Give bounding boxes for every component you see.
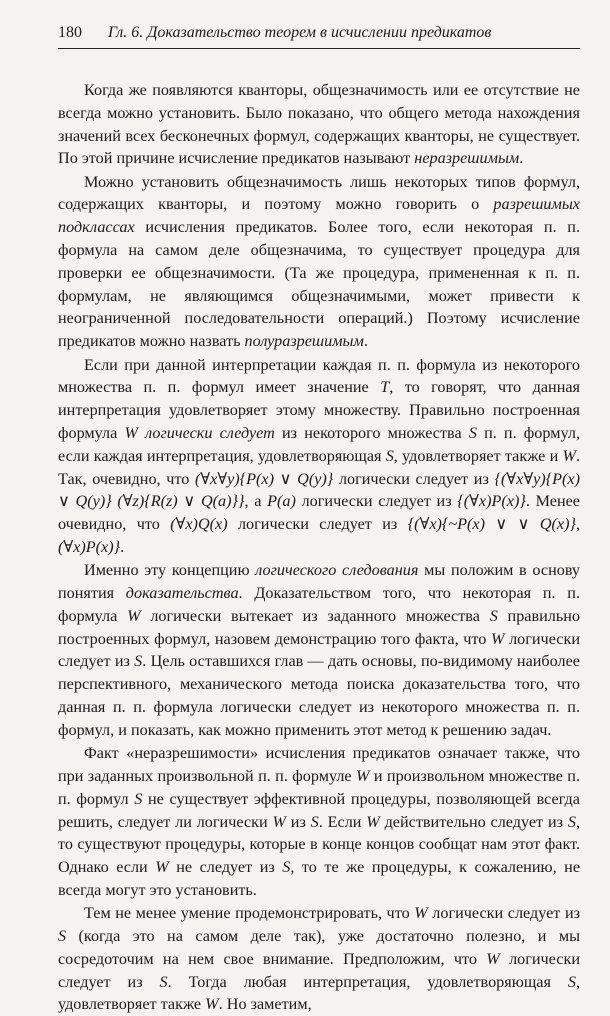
symbol: S xyxy=(58,926,67,945)
paragraph: Факт «неразрешимости» исчисления предикатов означает также, что при заданных произвольной п. п. формуле W и произвольном множестве п. п. формул S не существует эффективной процедуры, позволяющей всегда решить, следует ли логически W из S. Если W действительно следует из S, то существуют процедуры, которые в конце концов сообщат нам этот факт. Однако если W не следует из S, то те же процедуры, к сожалению, не всегда могут это установить. xyxy=(58,744,581,899)
paragraph: Можно установить общезначимость лишь некоторых типов формул, содержащих кванторы, и поэтому можно говорить о разрешимых подклассах исчисления предикатов. Более того, если некоторая п. п. формула на самом деле общезначима, то существует процедура для проверки ее общезначимости. (Та же процедура, примененная к п. п. формулам, не являющимся общезначимыми, может привести к неограниченной последовательности операций.) Поэтому исчисление предикатов можно назвать полуразрешимым. xyxy=(58,172,580,351)
term-semidecidable: полуразрешимым xyxy=(244,332,364,351)
symbol: S xyxy=(310,812,319,831)
symbol: W xyxy=(366,812,380,831)
symbol: S xyxy=(489,606,498,625)
page-number: 180 xyxy=(58,24,82,41)
symbol: W xyxy=(355,766,370,785)
formula: P(a) xyxy=(267,492,296,511)
body-text xyxy=(58,79,580,1016)
term-decidable-subclasses: разрешимых подклассах xyxy=(58,195,580,237)
symbol: S xyxy=(159,972,168,991)
formula: (∀x)Q(x) xyxy=(170,515,228,534)
symbol: S xyxy=(134,652,143,671)
running-header xyxy=(58,22,580,49)
paragraph: Именно эту концепцию логического следования мы положим в основу понятия доказательства. Доказательством того, что некоторая п. п. формула W логически вытекает из заданного множества S правильно построенных формул, назовем демонстрацию того факта, что W логически следует из S. Цель оставшихся глав — дать основы, по-видимому наиболее перспективного, механического метода поиска доказательства того, что данная п. п. формула логически следует из некоторого множества п. п. формул, и показать, как можно применить этот метод к решению задач. xyxy=(58,561,581,739)
paragraph: Когда же появляются кванторы, общезначимость или ее отсутствие не всегда можно установить. Было показано, что общего метода нахождения значений всех бесконечных формул, содержащих кванторы, не существует. По этой причине исчисление предикатов называют неразрешимым. xyxy=(58,81,580,168)
symbol: W xyxy=(486,949,500,968)
formula: (∀x∀y){P(x) ∨ Q(y)} xyxy=(194,469,334,488)
symbol: W xyxy=(562,446,576,465)
symbol: W xyxy=(272,812,286,831)
symbol: S xyxy=(385,446,394,465)
symbol: S xyxy=(134,789,143,808)
symbol: W xyxy=(127,606,141,625)
paragraph: Если при данной интерпретации каждая п. п. формула из некоторого множества п. п. формул имеет значение T, то говорят, что данная интерпретация удовлетворяет этому множеству. Правильно построенная формула W логически следует из некоторого множества S п. п. формул, если каждая интерпретация, удовлетворяющая S, удовлетворяет также и W. Так, очевидно, что (∀x∀y){P(x) ∨ Q(y)} логически следует из {(∀x∀y){P(x) ∨ Q(y)} (∀z){R(z) ∨ Q(a)}}, а P(a) логически следует из {(∀x)P(x)}. Менее очевидно, что (∀x)Q(x) логически следует из {(∀x){~P(x) ∨ ∨ Q(x)}, (∀x)P(x)}. xyxy=(58,355,580,556)
term-logical-consequence: логического следования xyxy=(255,561,419,580)
term-undecidable: неразрешимым xyxy=(414,149,520,168)
symbol: W xyxy=(205,995,219,1014)
symbol: W xyxy=(414,904,428,923)
symbol: S xyxy=(567,812,576,831)
symbol: S xyxy=(282,858,291,877)
term-logically-follows: W логически следует xyxy=(124,423,275,442)
formula: {(∀x)P(x)} xyxy=(457,492,526,511)
symbol: S xyxy=(567,972,576,991)
paragraph: Тем не менее умение продемонстрировать, что W логически следует из S (когда это на самом деле так), уже достаточно полезно, и мы сосредоточим на нем свое внимание. Предположим, что W логически следует из S. Тогда любая интерпретация, удовлетворяющая S, удовлетворяет также W. Но заметим, xyxy=(58,904,580,1014)
formula: {(∀x∀y){P(x) ∨ Q(y)} (∀z){R(z) ∨ Q(a)}} xyxy=(58,469,580,511)
symbol: S xyxy=(468,423,477,442)
symbol: W xyxy=(155,858,169,877)
term-proof: доказательства xyxy=(125,584,239,603)
symbol: W xyxy=(490,629,505,648)
formula: {(∀x){~P(x) ∨ ∨ Q(x)}, (∀x)P(x)} xyxy=(58,515,580,556)
symbol: T xyxy=(380,378,390,397)
running-title: Гл. 6. Доказательство теорем в исчислении предикатов xyxy=(108,24,492,41)
